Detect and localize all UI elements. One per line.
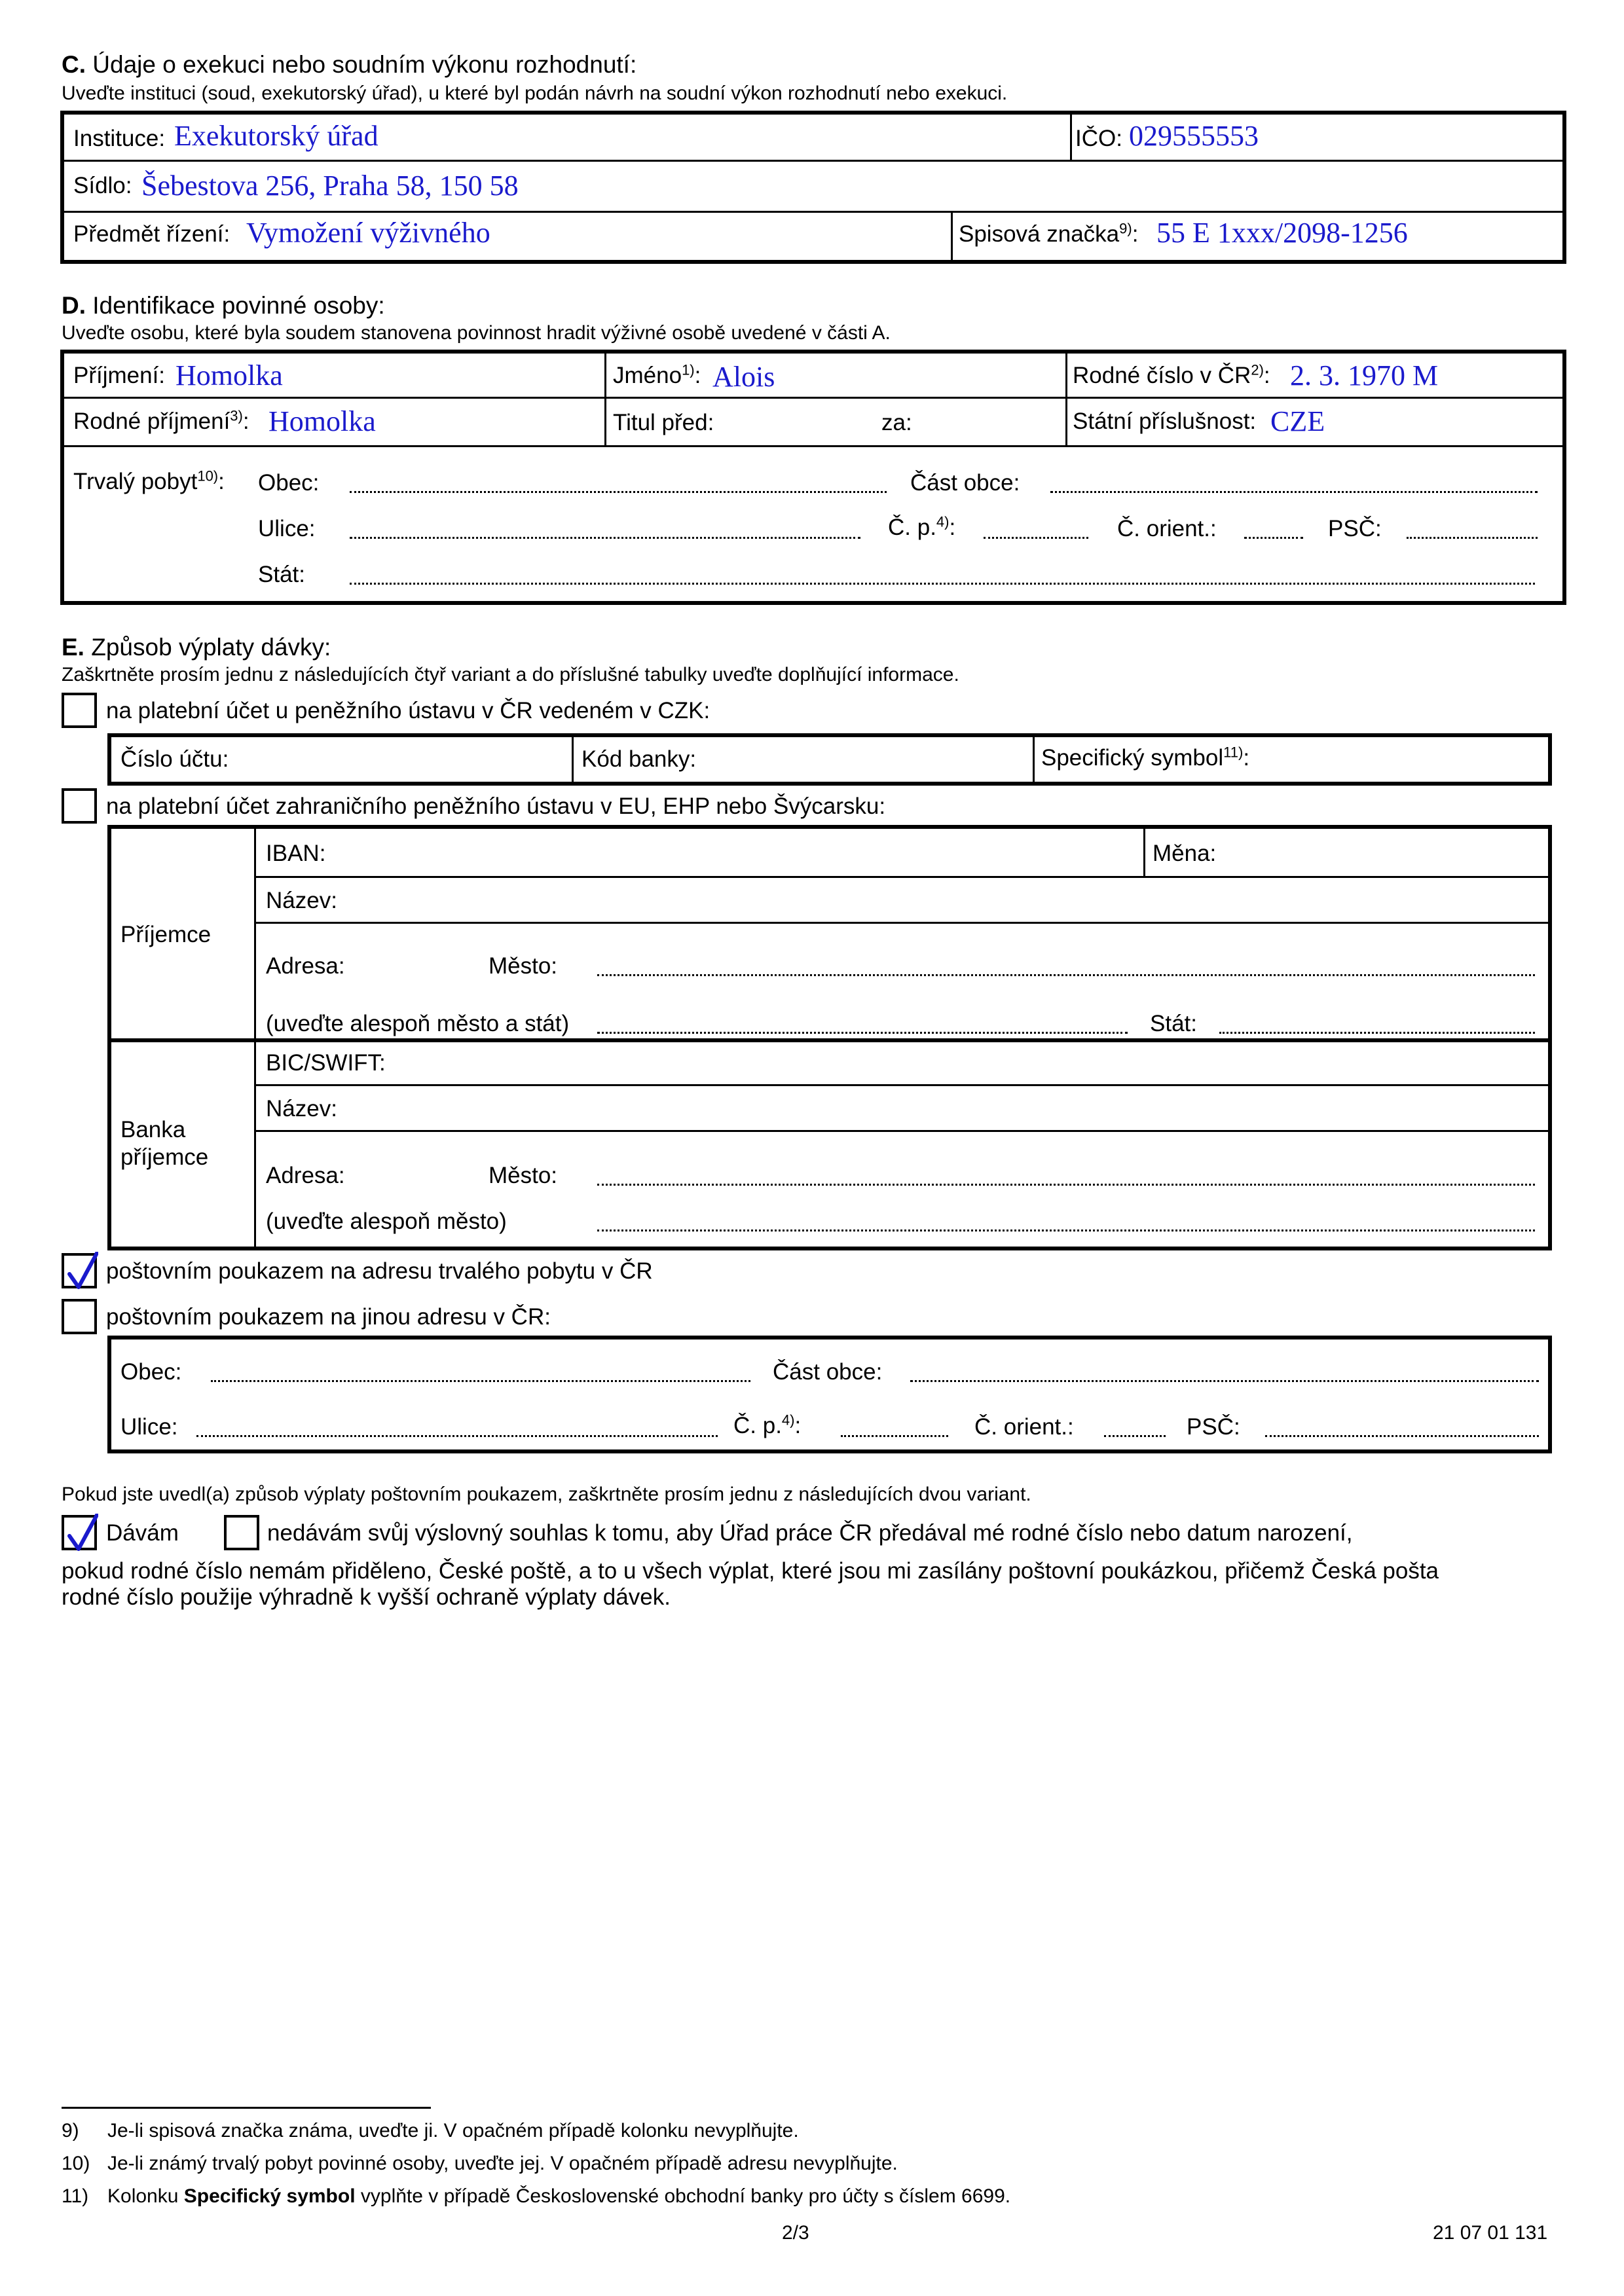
- czk-account-table: [107, 733, 1552, 786]
- section-d-heading: D. Identifikace povinné osoby:: [62, 292, 385, 319]
- seat-label: Sídlo:: [73, 173, 132, 198]
- footnote-divider: [62, 2107, 431, 2109]
- payment-czk-account-checkbox[interactable]: [62, 693, 97, 728]
- recipient-state-label: Stát:: [1150, 1011, 1197, 1036]
- specific-symbol-label: Specifický symbol$^{11)}$:: [1041, 744, 1250, 771]
- recipient-label: Příjemce: [120, 922, 212, 947]
- residence-cp-label: Č. p.$^{4)}$:: [888, 513, 956, 540]
- citizenship-label: Státní příslušnost:: [1073, 409, 1257, 434]
- residence-label: Trvalý pobyt$^{10)}$:: [73, 467, 225, 494]
- seat-field[interactable]: Šebestova 256, Praha 58, 150 58: [141, 170, 519, 202]
- birth-number-field[interactable]: 2. 3. 1970 M: [1290, 359, 1439, 392]
- recipient-address-field[interactable]: [597, 1032, 1128, 1034]
- footnote-10-number: 10): [62, 2153, 90, 2174]
- title-after-label: za:: [881, 410, 912, 435]
- consent-intro: Pokud jste uvedl(a) způsob výplaty poštovním poukazem, zaškrtněte prosím jednu z následujících dvou variant.: [62, 1484, 1031, 1505]
- other-psc-label: PSČ:: [1187, 1414, 1240, 1440]
- other-street-label: Ulice:: [120, 1414, 178, 1440]
- other-district-field[interactable]: [910, 1380, 1539, 1382]
- section-d-instruction: Uveďte osobu, které byla soudem stanovena povinnost hradit výživné osobě uvedené v části A.: [62, 322, 891, 344]
- other-municipality-label: Obec:: [120, 1359, 182, 1385]
- payment-postal-residence-label: poštovním poukazem na adresu trvalého pobytu v ČR: [106, 1258, 653, 1284]
- ico-field[interactable]: 029555553: [1129, 120, 1259, 152]
- footnote-9-text: Je-li spisová značka známa, uveďte ji. V opačném případě kolonku nevyplňujte.: [107, 2120, 799, 2141]
- residence-district-field[interactable]: [1050, 491, 1538, 493]
- residence-state-field[interactable]: [350, 583, 1535, 585]
- subject-field[interactable]: Vymožení výživného: [246, 217, 490, 249]
- checkmark-icon: [67, 1252, 98, 1291]
- consent-text-line1: nedávám svůj výslovný souhlas k tomu, aby Úřad práce ČR předával mé rodné číslo nebo datum narození,: [267, 1520, 1353, 1546]
- surname-field[interactable]: Homolka: [175, 359, 283, 392]
- residence-street-field[interactable]: [350, 537, 860, 539]
- bank-code-label: Kód banky:: [581, 746, 697, 772]
- recipient-city-field[interactable]: [597, 974, 1535, 976]
- birth-surname-label: Rodné příjmení$^{3)}$:: [73, 407, 249, 434]
- other-orient-label: Č. orient.:: [974, 1414, 1074, 1440]
- footnote-10-text: Je-li známý trvalý pobyt povinné osoby, uveďte jej. V opačném případě adresu nevyplňujte.: [107, 2153, 898, 2174]
- other-cp-field[interactable]: [841, 1435, 948, 1437]
- payment-postal-other-label: poštovním poukazem na jinou adresu v ČR:: [106, 1304, 551, 1330]
- other-orient-field[interactable]: [1104, 1435, 1166, 1437]
- residence-orient-field[interactable]: [1244, 537, 1303, 539]
- recipient-bank-label-line1: Banka: [120, 1117, 186, 1142]
- title-before-label: Titul před:: [613, 410, 714, 435]
- consent-text-line2: pokud rodné číslo nemám přiděleno, České poště, a to u všech výplat, které jsou mi zasílány poštovní poukázkou, přičemž Česká pošta: [62, 1558, 1439, 1584]
- residence-psc-label: PSČ:: [1328, 516, 1382, 541]
- residence-district-label: Část obce:: [910, 470, 1020, 496]
- recipient-city-label: Město:: [489, 953, 558, 979]
- recipient-bank-label-line2: příjemce: [120, 1144, 209, 1170]
- account-number-label: Číslo účtu:: [120, 746, 229, 772]
- residence-orient-label: Č. orient.:: [1117, 516, 1217, 541]
- consent-text-line3: rodné číslo použije výhradně k vyšší ochraně výplaty dávek.: [62, 1584, 671, 1610]
- section-c-heading: C. Údaje o exekuci nebo soudním výkonu rozhodnutí:: [62, 51, 637, 78]
- bank-name-label: Název:: [266, 1096, 337, 1121]
- iban-label: IBAN:: [266, 841, 326, 866]
- residence-municipality-label: Obec:: [258, 470, 320, 496]
- footnote-9-number: 9): [62, 2120, 79, 2141]
- birth-number-label: Rodné číslo v ČR$^{2)}$:: [1073, 361, 1270, 388]
- other-municipality-field[interactable]: [211, 1380, 750, 1382]
- bank-address-field[interactable]: [597, 1230, 1535, 1231]
- bank-city-label: Město:: [489, 1163, 558, 1188]
- section-e-instruction: Zaškrtněte prosím jednu z následujících čtyř variant a do příslušné tabulky uveďte doplňující informace.: [62, 664, 959, 685]
- bank-address-label: Adresa:: [266, 1163, 345, 1188]
- checkmark-icon: [67, 1514, 98, 1553]
- recipient-note: (uveďte alespoň město a stát): [266, 1011, 570, 1036]
- institution-label: Instituce:: [73, 126, 166, 151]
- case-number-label: Spisová značka$^{9)}$:: [959, 220, 1139, 247]
- payment-postal-residence-checkbox[interactable]: [62, 1253, 97, 1288]
- page-number: 2/3: [782, 2222, 809, 2244]
- currency-label: Měna:: [1153, 841, 1217, 866]
- residence-cp-field[interactable]: [984, 537, 1088, 539]
- section-e-heading: E. Způsob výplaty dávky:: [62, 634, 331, 661]
- bic-label: BIC/SWIFT:: [266, 1050, 386, 1076]
- ico-label: IČO:: [1075, 126, 1122, 151]
- section-c-instruction: Uveďte instituci (soud, exekutorský úřad), u které byl podán návrh na soudní výkon rozhodnutí nebo exekuci.: [62, 82, 1008, 104]
- residence-street-label: Ulice:: [258, 516, 316, 541]
- form-code: 21 07 01 131: [1433, 2222, 1548, 2244]
- payment-foreign-account-label: na platební účet zahraničního peněžního ústavu v EU, EHP nebo Švýcarsku:: [106, 793, 886, 819]
- other-cp-label: Č. p.$^{4)}$:: [733, 1412, 802, 1438]
- first-name-label: Jméno$^{1)}$:: [613, 361, 701, 388]
- subject-label: Předmět řízení:: [73, 221, 231, 247]
- institution-field[interactable]: Exekutorský úřad: [174, 120, 378, 152]
- citizenship-field[interactable]: CZE: [1270, 405, 1325, 437]
- residence-municipality-field[interactable]: [350, 491, 887, 493]
- payment-czk-account-label: na platební účet u peněžního ústavu v ČR vedeném v CZK:: [106, 698, 710, 723]
- bank-note: (uveďte alespoň město): [266, 1209, 507, 1234]
- other-street-field[interactable]: [196, 1435, 718, 1437]
- footnote-11-text: Kolonku Specifický symbol vyplňte v případě Československé obchodní banky pro účty s číslem 6699.: [107, 2185, 1011, 2207]
- surname-label: Příjmení:: [73, 363, 166, 388]
- residence-state-label: Stát:: [258, 562, 305, 587]
- recipient-name-label: Název:: [266, 888, 337, 913]
- payment-postal-other-checkbox[interactable]: [62, 1299, 97, 1334]
- first-name-field[interactable]: Alois: [712, 361, 775, 393]
- birth-surname-field[interactable]: Homolka: [268, 405, 376, 437]
- payment-foreign-account-checkbox[interactable]: [62, 788, 97, 824]
- recipient-state-field[interactable]: [1219, 1032, 1535, 1034]
- recipient-address-label: Adresa:: [266, 953, 345, 979]
- bank-city-field[interactable]: [597, 1184, 1535, 1186]
- footnote-11-number: 11): [62, 2185, 89, 2207]
- consent-give-label: Dávám: [106, 1520, 179, 1546]
- consent-give-checkbox[interactable]: [62, 1515, 97, 1550]
- consent-not-give-checkbox[interactable]: [224, 1515, 259, 1550]
- other-psc-field[interactable]: [1265, 1435, 1539, 1437]
- residence-psc-field[interactable]: [1407, 537, 1538, 539]
- case-number-field[interactable]: 55 E 1xxx/2098-1256: [1156, 217, 1408, 249]
- other-district-label: Část obce:: [773, 1359, 883, 1385]
